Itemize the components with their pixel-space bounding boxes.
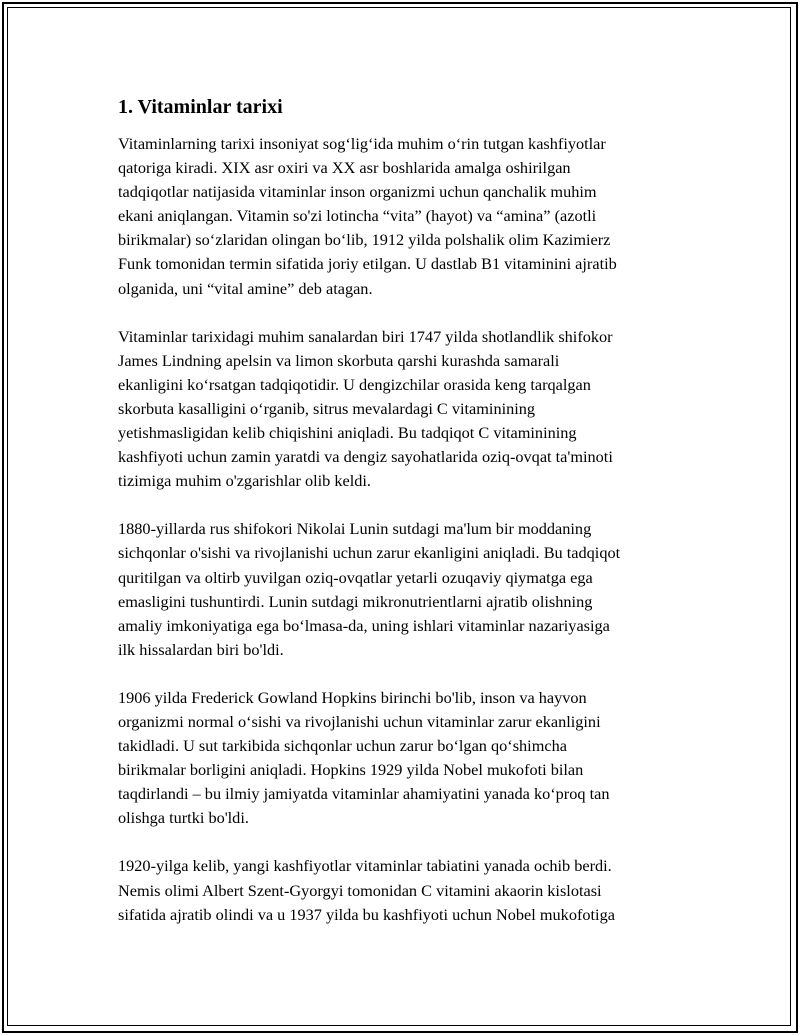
document-body [118,94,698,951]
text-line: organizmi normal o‘sishi va rivojlanishi uchun vitaminlar zarur ekanligini [118,711,601,731]
text-line: Funk tomonidan termin sifatida joriy etilgan. U dastlab B1 vitaminini ajratib [118,254,617,274]
text-line: taqdirlandi – bu ilmiy jamiyatda vitaminlar ahamiyatini yanada ko‘proq tan [118,784,610,804]
text-line: James Lindning apelsin va limon skorbuta qarshi kurashda samarali [118,350,560,370]
text-line: Vitaminlarning tarixi insoniyat sog‘lig‘ida muhim o‘rin tutgan kashfiyotlar [118,134,606,153]
paragraph-1 [118,132,698,301]
text-line: skorbuta kasalligini o‘rganib, sitrus mevalardagi C vitaminining [118,398,536,418]
text-line: sichqonlar o'sishi va rivojlanishi uchun zarur ekanligini aniqladi. Bu tadqiqot [118,543,621,563]
text-line: takidladi. U sut tarkibida sichqonlar uchun zarur bo‘lgan qo‘shimcha [118,736,567,756]
paragraph-2 [118,325,698,494]
text-line: qatoriga kiradi. XIX asr oxiri va XX asr boshlarida amalga oshirilgan [118,158,571,178]
text-line: Vitaminlar tarixidagi muhim sanalardan biri 1747 yilda shotlandlik shifokor [118,326,613,346]
text-line: 1880-yillarda rus shifokori Nikolai Lunin sutdagi ma'lum bir moddaning [118,519,592,539]
text-line: yetishmasligidan kelib chiqishini aniqladi. Bu tadqiqot C vitaminining [118,423,577,443]
text-line: amaliy imkoniyatiga ega bo‘lmasa-da, uning ishlari vitaminlar nazariyasiga [118,615,610,635]
paragraph-3 [118,517,698,662]
text-line: olganida, uni “vital amine” deb atagan. [118,278,373,298]
text-line: ekani aniqlangan. Vitamin so'zi lotincha “vita” (hayot) va “amina” (azotli [118,206,597,226]
text-line: 1920-yilga kelib, yangi kashfiyotlar vitaminlar tabiatini yanada ochib berdi. [118,856,612,876]
text-line: kashfiyoti uchun zamin yaratdi va dengiz sayohatlarida oziq-ovqat ta'minoti [118,447,613,467]
text-line: quritilgan va oltirb yuvilgan oziq-ovqatlar yetarli ozuqaviy qiymatga ega [118,567,593,587]
section-heading: 1. Vitaminlar tarixi [118,96,283,118]
text-line: tadqiqotlar natijasida vitaminlar inson organizmi uchun qanchalik muhim [118,182,597,202]
text-line: tizimiga muhim o'zgarishlar olib keldi. [118,471,371,491]
text-line: sifatida ajratib olindi va u 1937 yilda bu kashfiyoti uchun Nobel mukofotiga [118,904,615,924]
text-line: olishga turtki bo'ldi. [118,808,249,828]
text-line: birikmalar borligini aniqladi. Hopkins 1929 yilda Nobel mukofoti bilan [118,760,584,780]
paragraph-4 [118,686,698,831]
text-line: 1906 yilda Frederick Gowland Hopkins birinchi bo'lib, inson va hayvon [118,687,587,707]
text-line: emasligini tushuntirdi. Lunin sutdagi mikronutrientlarni ajratib olishning [118,591,593,611]
text-line: ekanligini ko‘rsatgan tadqiqotidir. U dengizchilar orasida keng tarqalgan [118,374,591,394]
text-line: ilk hissalardan biri bo'ldi. [118,639,284,659]
text-line: Nemis olimi Albert Szent-Gyorgyi tomonidan C vitamini akaorin kislotasi [118,880,602,900]
paragraph-5 [118,854,698,926]
text-line: birikmalar) so‘zlaridan olingan bo‘lib, 1912 yilda polshalik olim Kazimierz [118,230,611,250]
